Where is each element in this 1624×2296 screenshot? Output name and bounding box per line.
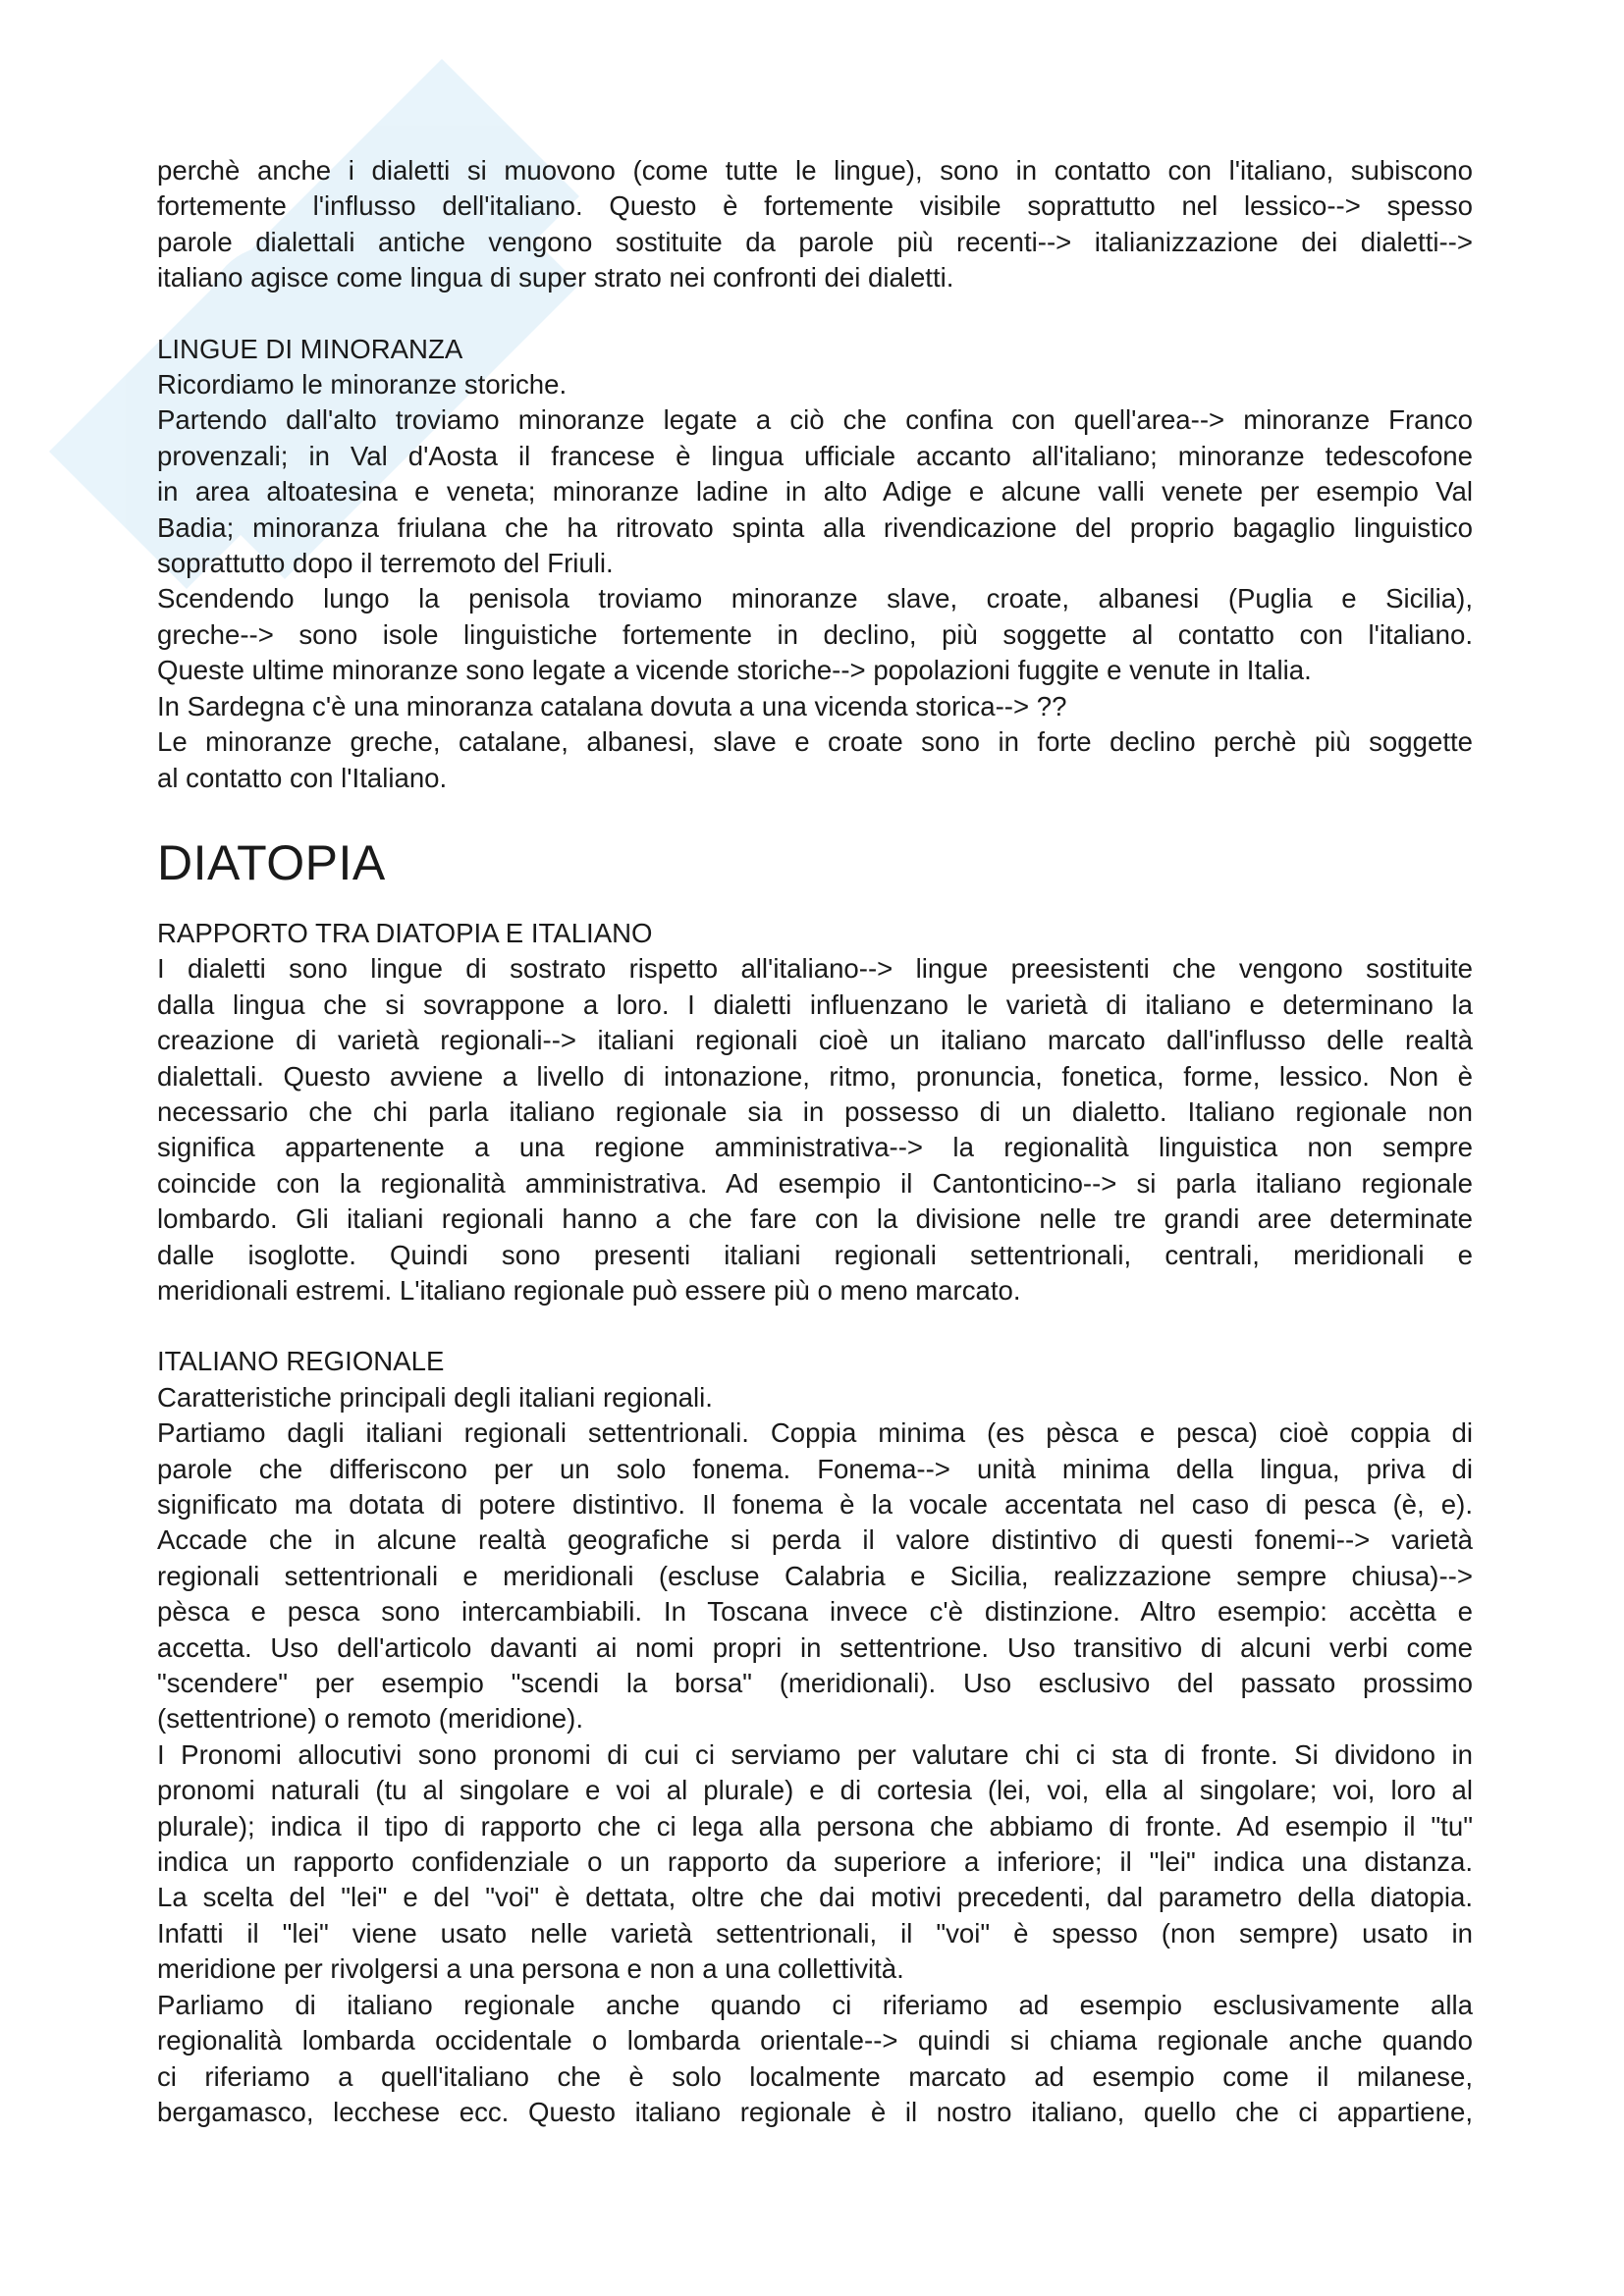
minoranze-paragraph — [157, 367, 1473, 796]
rapporto-heading: RAPPORTO TRA DIATOPIA E ITALIANO — [157, 917, 653, 948]
text-line: significato ma dotata di potere distintivo. Il fonema è la vocale accentata nel caso di pesca (è, e). — [157, 1489, 1473, 1520]
text-line: ci riferiamo a quell'italiano che è solo localmente marcato ad esempio come il milanese, — [157, 2060, 1473, 2092]
text-line: provenzali; in Val d'Aosta il francese è lingua ufficiale accanto all'italiano; minoranze tedescofone — [157, 440, 1473, 471]
text-line: Infatti il "lei" viene usato nelle varietà settentrionali, il "voi" è spesso (non sempre) usato in — [157, 1917, 1473, 1949]
document-page — [157, 153, 1473, 2130]
text-line: Badia; minoranza friulana che ha ritrovato spinta alla rivendicazione del proprio bagaglio linguistico — [157, 511, 1473, 543]
text-line: necessario che chi parla italiano regionale sia in possesso di un dialetto. Italiano regionale non — [157, 1095, 1473, 1127]
text-line: La scelta del "lei" e del "voi" è dettata, oltre che dai motivi precedenti, dal parametro della diatopia. — [157, 1882, 1473, 1913]
text-line: regionali settentrionali e meridionali (escluse Calabria e Sicilia, realizzazione sempre chiusa)--> — [157, 1560, 1473, 1591]
text-line: coincide con la regionalità amministrativa. Ad esempio il Cantonticino--> si parla italiano regionale — [157, 1167, 1473, 1199]
text-line: dialettali. Questo avviene a livello di intonazione, ritmo, pronuncia, fonetica, forme, lessico. Non è — [157, 1060, 1473, 1092]
rapporto-paragraph — [157, 951, 1473, 1308]
text-line: meridione per rivolgersi a una persona e non a una collettività. — [157, 1953, 904, 1985]
intro-paragraph — [157, 153, 1473, 296]
text-line: dalla lingua che si sovrappone a loro. I dialetti influenzano le varietà di italiano e determinano la — [157, 988, 1473, 1020]
minoranze-heading: LINGUE DI MINORANZA — [157, 333, 463, 364]
text-line: "scendere" per esempio "scendi la borsa" (meridionali). Uso esclusivo del passato prossimo — [157, 1668, 1473, 1699]
text-line: plurale); indica il tipo di rapporto che ci lega alla persona che abbiamo di fronte. Ad esempio il "tu" — [157, 1810, 1473, 1842]
text-line: meridionali estremi. L'italiano regionale può essere più o meno marcato. — [157, 1274, 1021, 1306]
text-line: indica un rapporto confidenziale o un rapporto da superiore a inferiore; il "lei" indica una distanza. — [157, 1846, 1473, 1878]
text-line: Caratteristiche principali degli italiani regionali. — [157, 1381, 713, 1413]
text-line: perchè anche i dialetti si muovono (come tutte le lingue), sono in contatto con l'italiano, subiscono — [157, 155, 1473, 186]
regionale-paragraph — [157, 1380, 1473, 2131]
text-line: accetta. Uso dell'articolo davanti ai nomi propri in settentrione. Uso transitivo di alcuni verbi come — [157, 1631, 1473, 1663]
text-line: dalle isoglotte. Quindi sono presenti italiani regionali settentrionali, centrali, meridionali e — [157, 1239, 1473, 1270]
text-line: (settentrione) o remoto (meridione). — [157, 1703, 584, 1735]
text-line: Queste ultime minoranze sono legate a vicende storiche--> popolazioni fuggite e venute in Italia. — [157, 655, 1312, 686]
diatopia-title: DIATOPIA — [157, 834, 386, 890]
text-line: al contatto con l'Italiano. — [157, 762, 448, 793]
text-line: pronomi naturali (tu al singolare e voi al plurale) e di cortesia (lei, voi, ella al singolare; voi, loro al — [157, 1775, 1473, 1806]
text-line: regionalità lombarda occidentale o lombarda orientale--> quindi si chiama regionale anche quando — [157, 2025, 1473, 2056]
text-line: Scendendo lungo la penisola troviamo minoranze slave, croate, albanesi (Puglia e Sicilia), — [157, 583, 1473, 614]
regionale-heading: ITALIANO REGIONALE — [157, 1346, 445, 1377]
text-line: bergamasco, lecchese ecc. Questo italiano regionale è il nostro italiano, quello che ci appartiene, — [157, 2096, 1473, 2127]
text-line: parole che differiscono per un solo fonema. Fonema--> unità minima della lingua, priva di — [157, 1453, 1473, 1484]
text-line: significa appartenente a una regione amministrativa--> la regionalità linguistica non sempre — [157, 1132, 1473, 1163]
text-line: Parliamo di italiano regionale anche quando ci riferiamo ad esempio esclusivamente alla — [157, 1989, 1473, 2020]
text-line: In Sardegna c'è una minoranza catalana dovuta a una vicenda storica--> ?? — [157, 690, 1067, 721]
text-line: pèsca e pesca sono intercambiabili. In Toscana invece c'è distinzione. Altro esempio: accètta e — [157, 1596, 1473, 1628]
text-line: Partendo dall'alto troviamo minoranze legate a ciò che confina con quell'area--> minoranze Franco — [157, 404, 1473, 436]
text-line: Le minoranze greche, catalane, albanesi, slave e croate sono in forte declino perchè più soggette — [157, 726, 1473, 758]
text-line: creazione di varietà regionali--> italiani regionali cioè un italiano marcato dall'influsso delle realtà — [157, 1025, 1473, 1056]
text-line: Accade che in alcune realtà geografiche si perda il valore distintivo di questi fonemi--> varietà — [157, 1524, 1473, 1556]
text-line: fortemente l'influsso dell'italiano. Questo è fortemente visibile soprattutto nel lessico--> spesso — [157, 190, 1473, 222]
text-line: greche--> sono isole linguistiche fortemente in declino, più soggette al contatto con l'italiano. — [157, 618, 1473, 650]
text-line: Partiamo dagli italiani regionali settentrionali. Coppia minima (es pèsca e pesca) cioè coppia di — [157, 1417, 1473, 1449]
text-line: Ricordiamo le minoranze storiche. — [157, 369, 568, 400]
text-line: soprattutto dopo il terremoto del Friuli. — [157, 548, 614, 579]
text-line: in area altoatesina e veneta; minoranze ladine in alto Adige e alcune valli venete per esempio Val — [157, 476, 1473, 507]
text-line: italiano agisce come lingua di super strato nei confronti dei dialetti. — [157, 262, 954, 294]
text-line: lombardo. Gli italiani regionali hanno a che fare con la divisione nelle tre grandi aree determinate — [157, 1203, 1473, 1235]
text-line: I dialetti sono lingue di sostrato rispetto all'italiano--> lingue preesistenti che vengono sostituite — [157, 953, 1473, 985]
text-line: parole dialettali antiche vengono sostituite da parole più recenti--> italianizzazione dei dialetti--> — [157, 226, 1473, 257]
text-line: I Pronomi allocutivi sono pronomi di cui ci serviamo per valutare chi ci sta di fronte. Si dividono in — [157, 1738, 1473, 1770]
